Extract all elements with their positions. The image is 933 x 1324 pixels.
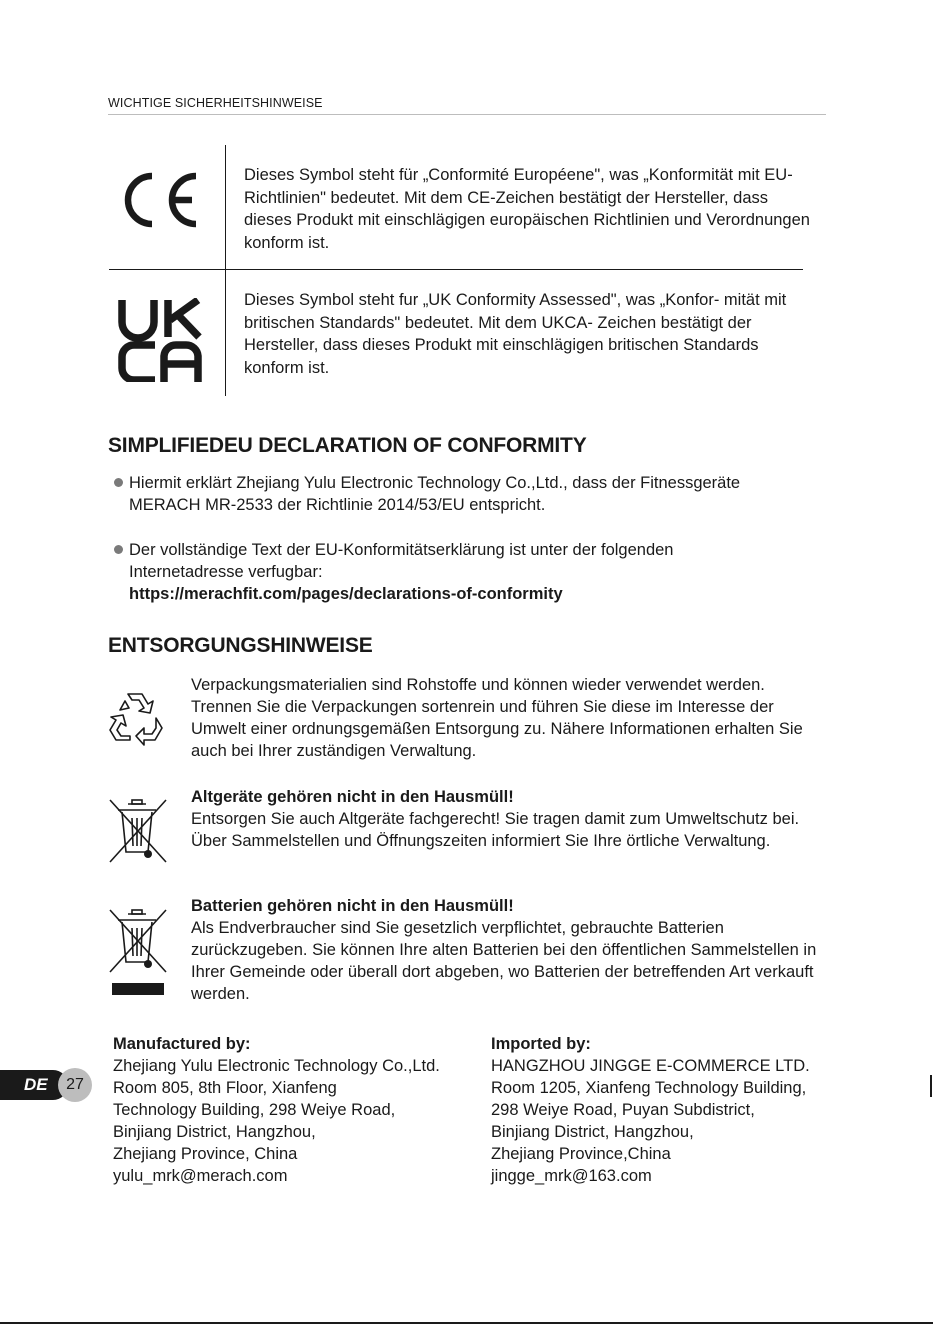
importer-email: jingge_mrk@163.com	[491, 1167, 652, 1185]
declaration-bullet-2: Der vollständige Text der EU-Konformitätserklärung ist unter der folgenden Internetadresse verfugbar:	[129, 541, 674, 581]
devices-text: Entsorgen Sie auch Altgeräte fachgerecht! Sie tragen damit zum Umweltschutz bei. Über Sammelstellen und Öffnungszeiten informiert Sie Ihre örtliche Verwaltung.	[191, 810, 800, 850]
table-vertical-divider-top	[225, 145, 226, 269]
separate-collection-bar	[112, 983, 164, 995]
importer-line: HANGZHOU JINGGE E-COMMERCE LTD.	[491, 1057, 810, 1075]
table-vertical-divider-bottom	[225, 270, 226, 396]
side-edge-mark	[930, 1075, 932, 1097]
manufacturer-block	[113, 1033, 488, 1187]
table-horizontal-divider	[109, 269, 803, 270]
batteries-text: Als Endverbraucher sind Sie gesetzlich verpflichtet, gebrauchte Batterien zurückzugeben. Sie können Ihre alten Batterien bei den öffentlichen Sammelstellen in Ihrer Gemeinde oder überall dort abgeben, wo Batterien der betreffenden Art verkauft werden.	[191, 919, 817, 1003]
manufacturer-line: Binjiang District, Hangzhou,	[113, 1123, 316, 1141]
batteries-section	[191, 895, 821, 1005]
declaration-link[interactable]: https://merachfit.com/pages/declarations-of-conformity	[129, 585, 563, 603]
manufacturer-heading: Manufactured by:	[113, 1035, 251, 1053]
bullet-dot	[114, 545, 123, 554]
manufacturer-line: Zhejiang Yulu Electronic Technology Co.,Ltd.	[113, 1057, 440, 1075]
importer-line: Room 1205, Xianfeng Technology Building,	[491, 1079, 807, 1097]
devices-section	[191, 786, 811, 852]
page-number: 27	[58, 1068, 92, 1102]
disposal-title: ENTSORGUNGSHINWEISE	[108, 634, 373, 657]
bullet-dot	[114, 478, 123, 487]
ce-mark	[116, 170, 202, 230]
devices-title: Altgeräte gehören nicht in den Hausmüll!	[191, 788, 514, 806]
crossed-bin-icon	[108, 798, 168, 864]
importer-line: 298 Weiye Road, Puyan Subdistrict,	[491, 1101, 755, 1119]
manufacturer-line: Room 805, 8th Floor, Xianfeng	[113, 1079, 337, 1097]
language-tab: DE	[0, 1070, 68, 1100]
manufacturer-line: Zhejiang Province, China	[113, 1145, 298, 1163]
declaration-title: SIMPLIFIEDEU DECLARATION OF CONFORMITY	[108, 434, 587, 457]
header-divider	[108, 114, 826, 115]
importer-block	[491, 1033, 841, 1187]
manufacturer-line: Technology Building, 298 Weiye Road,	[113, 1101, 396, 1119]
manufacturer-email: yulu_mrk@merach.com	[113, 1167, 288, 1185]
ukca-mark	[118, 298, 204, 384]
importer-line: Zhejiang Province,China	[491, 1145, 671, 1163]
packaging-text: Verpackungsmaterialien sind Rohstoffe und können wieder verwendet werden. Trennen Sie die Verpackungen sortenrein und führen Sie diese im Interesse der Umwelt einer ordnungsgemäßen Entsorgung zu. Nähere Informationen erhalten Sie auch bei Ihrer zuständigen Verwaltung.	[191, 676, 803, 760]
page-header-title: WICHTIGE SICHERHEITSHINWEISE	[108, 96, 323, 110]
recycle-icon	[106, 688, 166, 746]
importer-heading: Imported by:	[491, 1035, 591, 1053]
batteries-title: Batterien gehören nicht in den Hausmüll!	[191, 897, 514, 915]
declaration-bullet-1: Hiermit erklärt Zhejiang Yulu Electronic Technology Co.,Ltd., dass der Fitnessgeräte MERACH MR-2533 der Richtlinie 2014/53/EU entspricht.	[129, 474, 741, 514]
ce-description: Dieses Symbol steht für „Conformité Européene", was „Konformität mit EU-Richtlinien" bedeutet. Mit dem CE-Zeichen bestätigt der Hersteller, dass dieses Produkt mit einschlägigen europäischen Richtlinien und Verordnungen konform ist.	[244, 166, 810, 252]
importer-line: Binjiang District, Hangzhou,	[491, 1123, 694, 1141]
crossed-bin-battery-icon	[108, 908, 168, 974]
ukca-description: Dieses Symbol steht fur „UK Conformity Assessed", was „Konfor- mität mit britischen Standards" bedeutet. Mit dem UKCA- Zeichen bestätigt der Hersteller, dass dieses Produkt mit einschlägigen britischen Standards konform ist.	[244, 291, 787, 377]
